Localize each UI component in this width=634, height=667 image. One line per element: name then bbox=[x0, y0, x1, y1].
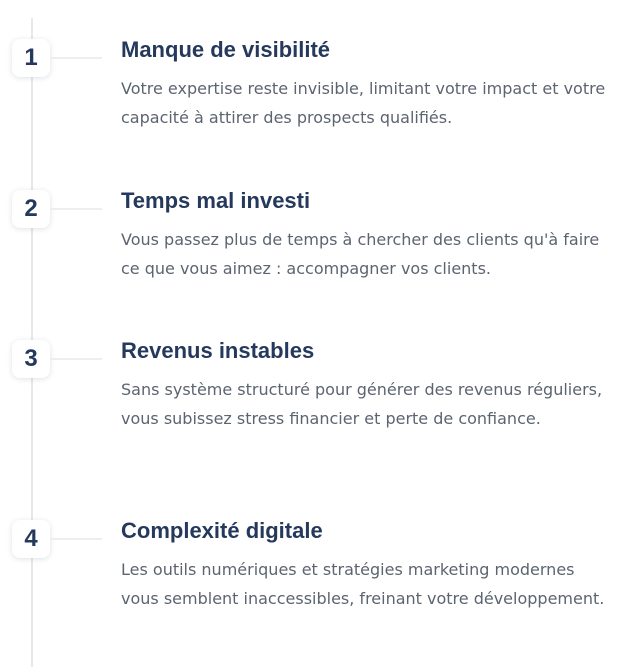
step-title: Temps mal investi bbox=[121, 188, 311, 213]
step-description: Les outils numériques et stratégies marketing modernes vous semblent inaccessibles, freinant votre développement. bbox=[121, 560, 605, 608]
step-connector bbox=[50, 208, 102, 210]
step-description: Sans système structuré pour générer des revenus réguliers, vous subissez stress financier et perte de confiance. bbox=[121, 380, 603, 428]
step-title: Manque de visibilité bbox=[121, 37, 331, 62]
step-number-badge: 1 bbox=[12, 39, 50, 77]
step-title: Complexité digitale bbox=[121, 518, 323, 543]
step-title: Revenus instables bbox=[121, 338, 315, 363]
step-connector bbox=[50, 57, 102, 59]
step-number-badge: 3 bbox=[12, 340, 50, 378]
step-description: Vous passez plus de temps à chercher des clients qu'à faire ce que vous aimez : accompagner vos clients. bbox=[121, 230, 600, 278]
step-number-badge: 2 bbox=[12, 190, 50, 228]
step-connector bbox=[50, 358, 102, 360]
step-number-badge: 4 bbox=[12, 520, 50, 558]
step-description: Votre expertise reste invisible, limitant votre impact et votre capacité à attirer des prospects qualifiés. bbox=[121, 79, 606, 127]
step-connector bbox=[50, 538, 102, 540]
